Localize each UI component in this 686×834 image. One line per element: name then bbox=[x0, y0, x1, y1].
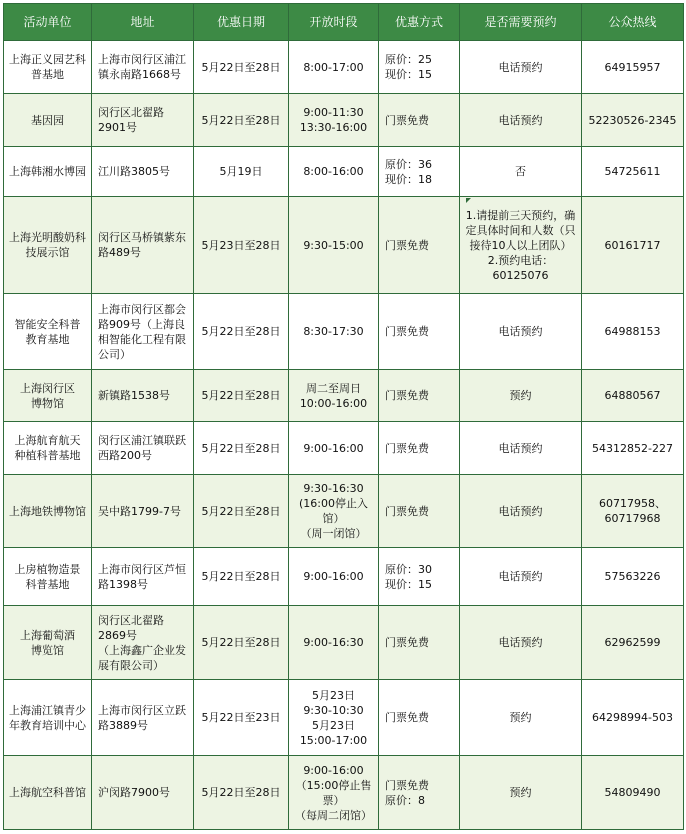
cell-venue: 上海航空科普馆 bbox=[4, 756, 92, 830]
cell-venue: 上房植物造景 科普基地 bbox=[4, 548, 92, 606]
cell-reservation: 电话预约 bbox=[460, 41, 582, 94]
cell-venue: 上海韩湘水博园 bbox=[4, 147, 92, 197]
cell-venue: 基因园 bbox=[4, 94, 92, 147]
cell-reservation: 电话预约 bbox=[460, 548, 582, 606]
cell-date: 5月23日至28日 bbox=[194, 197, 289, 294]
table-row bbox=[4, 147, 684, 197]
cell-address: 闵行区浦江镇联跃 西路200号 bbox=[92, 422, 194, 475]
cell-discount: 原价：30 现价：15 bbox=[379, 548, 460, 606]
cell-date: 5月22日至28日 bbox=[194, 548, 289, 606]
header-date: 优惠日期 bbox=[194, 4, 289, 41]
cell-hours: 9:00-16:00 bbox=[289, 422, 379, 475]
table-row bbox=[4, 548, 684, 606]
header-hotline: 公众热线 bbox=[582, 4, 684, 41]
cell-discount: 门票免费 bbox=[379, 680, 460, 756]
cell-date: 5月19日 bbox=[194, 147, 289, 197]
cell-date: 5月22日至28日 bbox=[194, 756, 289, 830]
cell-hours: 9:30-15:00 bbox=[289, 197, 379, 294]
cell-venue: 上海闵行区 博物馆 bbox=[4, 370, 92, 422]
cell-reservation: 预约 bbox=[460, 370, 582, 422]
cell-hotline: 64880567 bbox=[582, 370, 684, 422]
cell-address: 上海市闵行区浦江 镇永南路1668号 bbox=[92, 41, 194, 94]
cell-discount: 原价：36 现价：18 bbox=[379, 147, 460, 197]
table-row bbox=[4, 41, 684, 94]
cell-corner-marker bbox=[466, 198, 471, 203]
cell-venue: 上海浦江镇青少 年教育培训中心 bbox=[4, 680, 92, 756]
cell-discount: 门票免费 bbox=[379, 294, 460, 370]
cell-hours: 8:00-16:00 bbox=[289, 147, 379, 197]
cell-reservation: 电话预约 bbox=[460, 294, 582, 370]
cell-discount: 门票免费 bbox=[379, 475, 460, 548]
cell-hotline: 64915957 bbox=[582, 41, 684, 94]
cell-address: 闵行区北翟路 2869号 （上海鑫广企业发 展有限公司） bbox=[92, 606, 194, 680]
table-row bbox=[4, 294, 684, 370]
table-row bbox=[4, 606, 684, 680]
cell-hotline: 64298994-503 bbox=[582, 680, 684, 756]
table-row bbox=[4, 680, 684, 756]
cell-date: 5月22日至28日 bbox=[194, 422, 289, 475]
cell-address: 上海市闵行区芦恒 路1398号 bbox=[92, 548, 194, 606]
cell-discount: 门票免费 bbox=[379, 370, 460, 422]
cell-hours: 周二至周日 10:00-16:00 bbox=[289, 370, 379, 422]
header-address: 地址 bbox=[92, 4, 194, 41]
cell-address: 吴中路1799-7号 bbox=[92, 475, 194, 548]
cell-venue: 智能安全科普 教育基地 bbox=[4, 294, 92, 370]
cell-address: 江川路3805号 bbox=[92, 147, 194, 197]
cell-date: 5月22日至28日 bbox=[194, 294, 289, 370]
cell-hours: 8:30-17:30 bbox=[289, 294, 379, 370]
table-row bbox=[4, 94, 684, 147]
cell-hours: 9:00-16:00 （15:00停止售 票） （每周二闭馆） bbox=[289, 756, 379, 830]
cell-hotline: 62962599 bbox=[582, 606, 684, 680]
cell-reservation: 电话预约 bbox=[460, 94, 582, 147]
table-row bbox=[4, 422, 684, 475]
cell-address: 上海市闵行区立跃 路3889号 bbox=[92, 680, 194, 756]
cell-hours: 8:00-17:00 bbox=[289, 41, 379, 94]
cell-discount: 原价：25 现价：15 bbox=[379, 41, 460, 94]
cell-discount: 门票免费 原价：8 bbox=[379, 756, 460, 830]
table-header-row bbox=[4, 4, 684, 41]
cell-hotline: 52230526-2345 bbox=[582, 94, 684, 147]
cell-reservation: 电话预约 bbox=[460, 475, 582, 548]
cell-date: 5月22日至23日 bbox=[194, 680, 289, 756]
discount-venue-table bbox=[3, 3, 684, 830]
table-row bbox=[4, 197, 684, 294]
cell-date: 5月22日至28日 bbox=[194, 475, 289, 548]
cell-venue: 上海地铁博物馆 bbox=[4, 475, 92, 548]
cell-address: 闵行区北翟路 2901号 bbox=[92, 94, 194, 147]
cell-venue: 上海正义园艺科 普基地 bbox=[4, 41, 92, 94]
cell-reservation: 预约 bbox=[460, 680, 582, 756]
cell-discount: 门票免费 bbox=[379, 197, 460, 294]
cell-date: 5月22日至28日 bbox=[194, 606, 289, 680]
header-reservation: 是否需要预约 bbox=[460, 4, 582, 41]
cell-venue: 上海光明酸奶科 技展示馆 bbox=[4, 197, 92, 294]
header-discount: 优惠方式 bbox=[379, 4, 460, 41]
cell-address: 沪闵路7900号 bbox=[92, 756, 194, 830]
cell-reservation: 预约 bbox=[460, 756, 582, 830]
cell-hours: 9:30-16:30 (16:00停止入 馆） （周一闭馆） bbox=[289, 475, 379, 548]
cell-address: 闵行区马桥镇紫东 路489号 bbox=[92, 197, 194, 294]
cell-reservation: 1.请提前三天预约，确 定具体时间和人数（只 接待10人以上团队） 2.预约电话： 60125076 bbox=[460, 197, 582, 294]
cell-hours: 9:00-11:30 13:30-16:00 bbox=[289, 94, 379, 147]
cell-date: 5月22日至28日 bbox=[194, 370, 289, 422]
cell-discount: 门票免费 bbox=[379, 606, 460, 680]
cell-venue: 上海航育航天 种植科普基地 bbox=[4, 422, 92, 475]
cell-address: 新镇路1538号 bbox=[92, 370, 194, 422]
cell-hotline: 54312852-227 bbox=[582, 422, 684, 475]
cell-discount: 门票免费 bbox=[379, 422, 460, 475]
cell-hotline: 57563226 bbox=[582, 548, 684, 606]
cell-reservation: 电话预约 bbox=[460, 606, 582, 680]
cell-date: 5月22日至28日 bbox=[194, 94, 289, 147]
cell-hours: 9:00-16:00 bbox=[289, 548, 379, 606]
header-venue: 活动单位 bbox=[4, 4, 92, 41]
cell-hotline: 60161717 bbox=[582, 197, 684, 294]
cell-hotline: 64988153 bbox=[582, 294, 684, 370]
cell-hours: 9:00-16:30 bbox=[289, 606, 379, 680]
table-row bbox=[4, 475, 684, 548]
header-hours: 开放时段 bbox=[289, 4, 379, 41]
cell-hours: 5月23日 9:30-10:30 5月23日 15:00-17:00 bbox=[289, 680, 379, 756]
cell-hotline: 54725611 bbox=[582, 147, 684, 197]
cell-venue: 上海葡萄酒 博览馆 bbox=[4, 606, 92, 680]
cell-hotline: 54809490 bbox=[582, 756, 684, 830]
cell-discount: 门票免费 bbox=[379, 94, 460, 147]
table-row bbox=[4, 370, 684, 422]
cell-hotline: 60717958、 60717968 bbox=[582, 475, 684, 548]
table-row bbox=[4, 756, 684, 830]
cell-reservation: 否 bbox=[460, 147, 582, 197]
discount-table-container bbox=[3, 3, 684, 830]
cell-date: 5月22日至28日 bbox=[194, 41, 289, 94]
cell-reservation: 电话预约 bbox=[460, 422, 582, 475]
cell-address: 上海市闵行区都会 路909号（上海良 相智能化工程有限 公司） bbox=[92, 294, 194, 370]
